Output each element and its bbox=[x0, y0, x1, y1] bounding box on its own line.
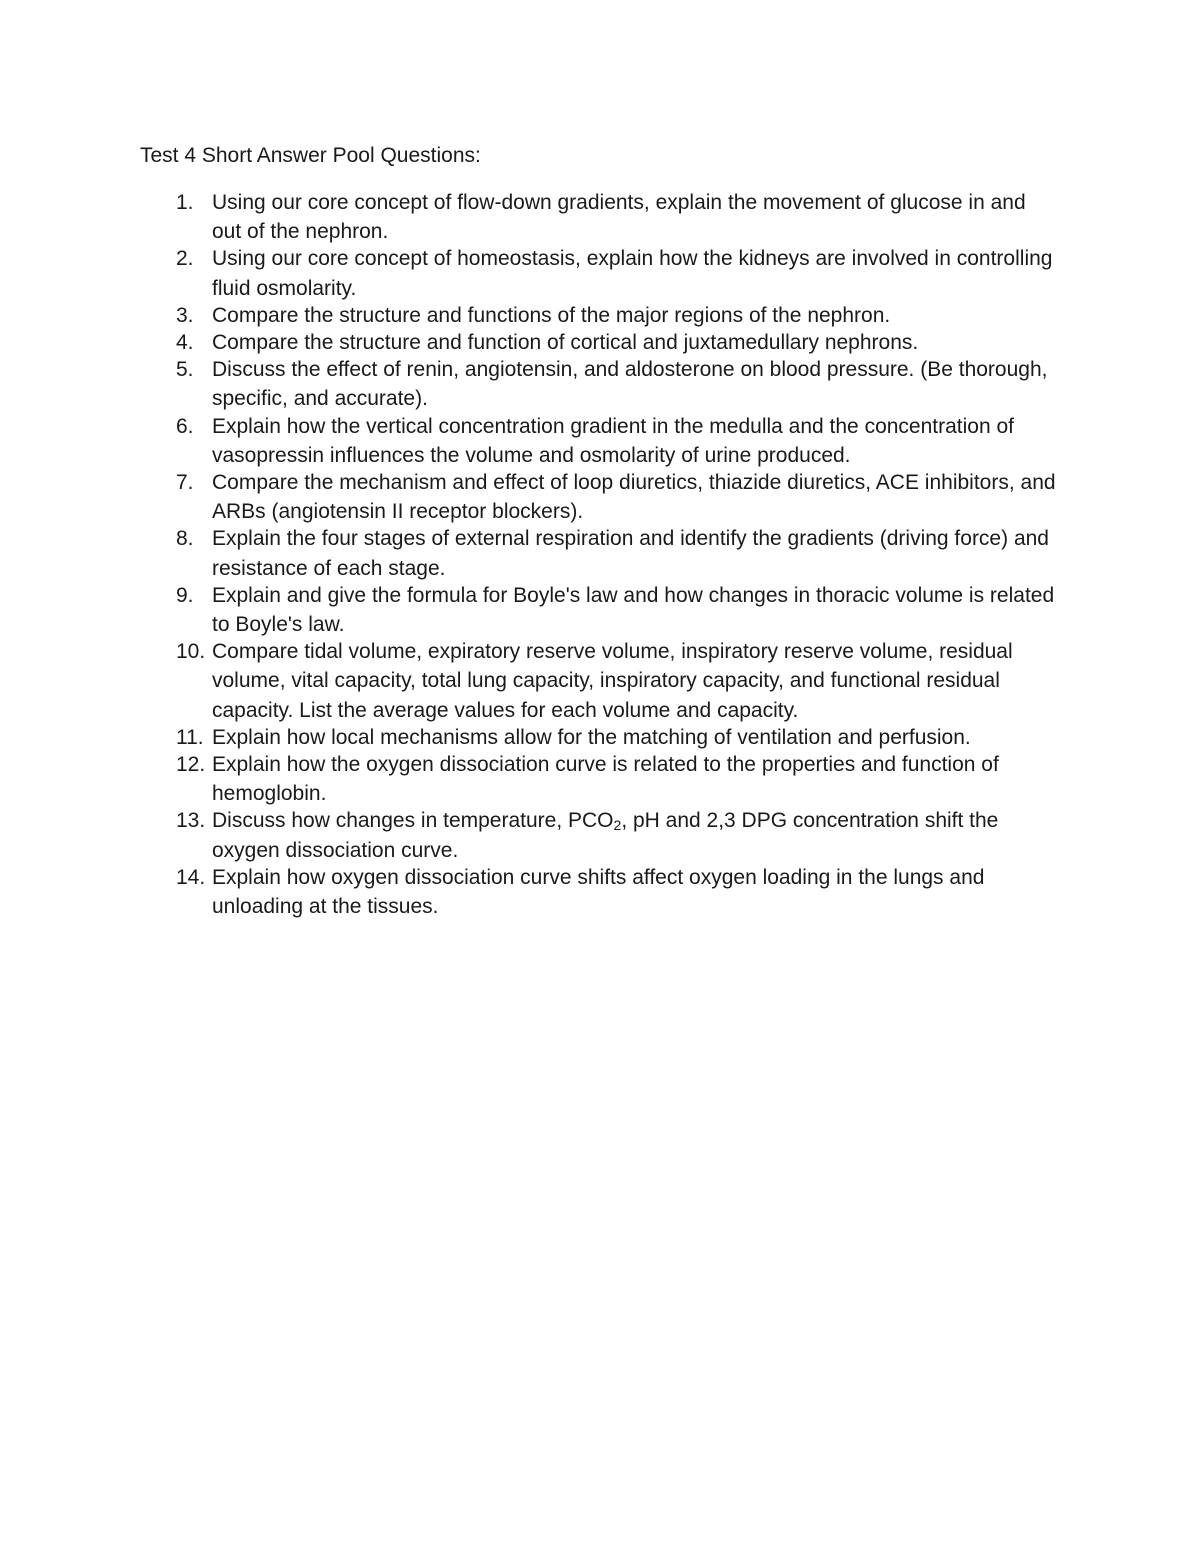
list-item bbox=[170, 524, 1060, 582]
question-text: Using our core concept of homeostasis, explain how the kidneys are involved in controlling fluid osmolarity. bbox=[212, 247, 1053, 300]
question-text: Using our core concept of flow-down gradients, explain the movement of glucose in and out of the nephron. bbox=[212, 191, 1026, 244]
question-number: 12. bbox=[176, 753, 206, 777]
list-item bbox=[170, 412, 1060, 470]
question-text: Discuss the effect of renin, angiotensin, and aldosterone on blood pressure. (Be thorough, specific, and accurate). bbox=[212, 358, 1048, 411]
list-item bbox=[170, 637, 1060, 725]
question-text-before: Discuss how changes in temperature, PCO bbox=[212, 809, 614, 833]
question-text: Explain how local mechanisms allow for the matching of ventilation and perfusion. bbox=[212, 725, 971, 749]
question-text: Compare tidal volume, expiratory reserve volume, inspiratory reserve volume, residual volume, vital capacity, total lung capacity, inspiratory capacity, and functional residual capacity. List the average values for each volume and capacity. bbox=[212, 640, 1013, 722]
list-item bbox=[170, 468, 1060, 526]
question-number: 6. bbox=[176, 414, 194, 438]
question-number: 3. bbox=[176, 303, 194, 327]
list-item bbox=[170, 328, 1060, 357]
question-list bbox=[170, 188, 1060, 919]
question-number: 1. bbox=[176, 191, 194, 214]
list-item bbox=[170, 863, 1060, 921]
question-number: 9. bbox=[176, 583, 194, 607]
list-item bbox=[170, 355, 1060, 413]
question-number: 8. bbox=[176, 527, 194, 551]
question-text: Compare the mechanism and effect of loop diuretics, thiazide diuretics, ACE inhibitors, and ARBs (angiotensin II receptor blockers). bbox=[212, 471, 1056, 524]
subscript: 2 bbox=[613, 817, 622, 834]
question-text: Compare the structure and function of cortical and juxtamedullary nephrons. bbox=[212, 331, 919, 355]
question-number: 5. bbox=[176, 358, 194, 382]
question-number: 7. bbox=[176, 471, 194, 495]
question-text: Explain and give the formula for Boyle's law and how changes in thoracic volume is related to Boyle's law. bbox=[212, 583, 1055, 637]
question-number: 2. bbox=[176, 247, 194, 271]
list-item bbox=[170, 301, 1060, 330]
question-text: Explain how the vertical concentration gradient in the medulla and the concentration of vasopressin influences the volume and osmolarity of urine produced. bbox=[212, 414, 1014, 467]
question-number: 4. bbox=[176, 331, 194, 355]
list-item bbox=[170, 723, 1060, 752]
question-text: Compare the structure and functions of the major regions of the nephron. bbox=[212, 303, 891, 327]
question-text bbox=[212, 806, 1060, 864]
question-number: 13. bbox=[176, 809, 206, 833]
question-number: 14. bbox=[176, 865, 206, 889]
question-number: 11. bbox=[176, 725, 204, 749]
question-text-after: , pH and 2,3 DPG concentration shift the oxygen dissociation curve. bbox=[212, 809, 999, 862]
list-item bbox=[170, 806, 1060, 864]
question-number: 10. bbox=[176, 640, 206, 664]
list-item bbox=[170, 750, 1060, 808]
question-text: Explain the four stages of external respiration and identify the gradients (driving force) and resistance of each stage. bbox=[212, 527, 1049, 580]
list-item bbox=[170, 581, 1060, 639]
document-title: Test 4 Short Answer Pool Questions: bbox=[140, 144, 481, 167]
list-item bbox=[170, 244, 1060, 302]
list-item bbox=[170, 188, 1060, 246]
question-text: Explain how oxygen dissociation curve shifts affect oxygen loading in the lungs and unloading at the tissues. bbox=[212, 865, 985, 919]
question-text: Explain how the oxygen dissociation curve is related to the properties and function of hemoglobin. bbox=[212, 753, 999, 806]
